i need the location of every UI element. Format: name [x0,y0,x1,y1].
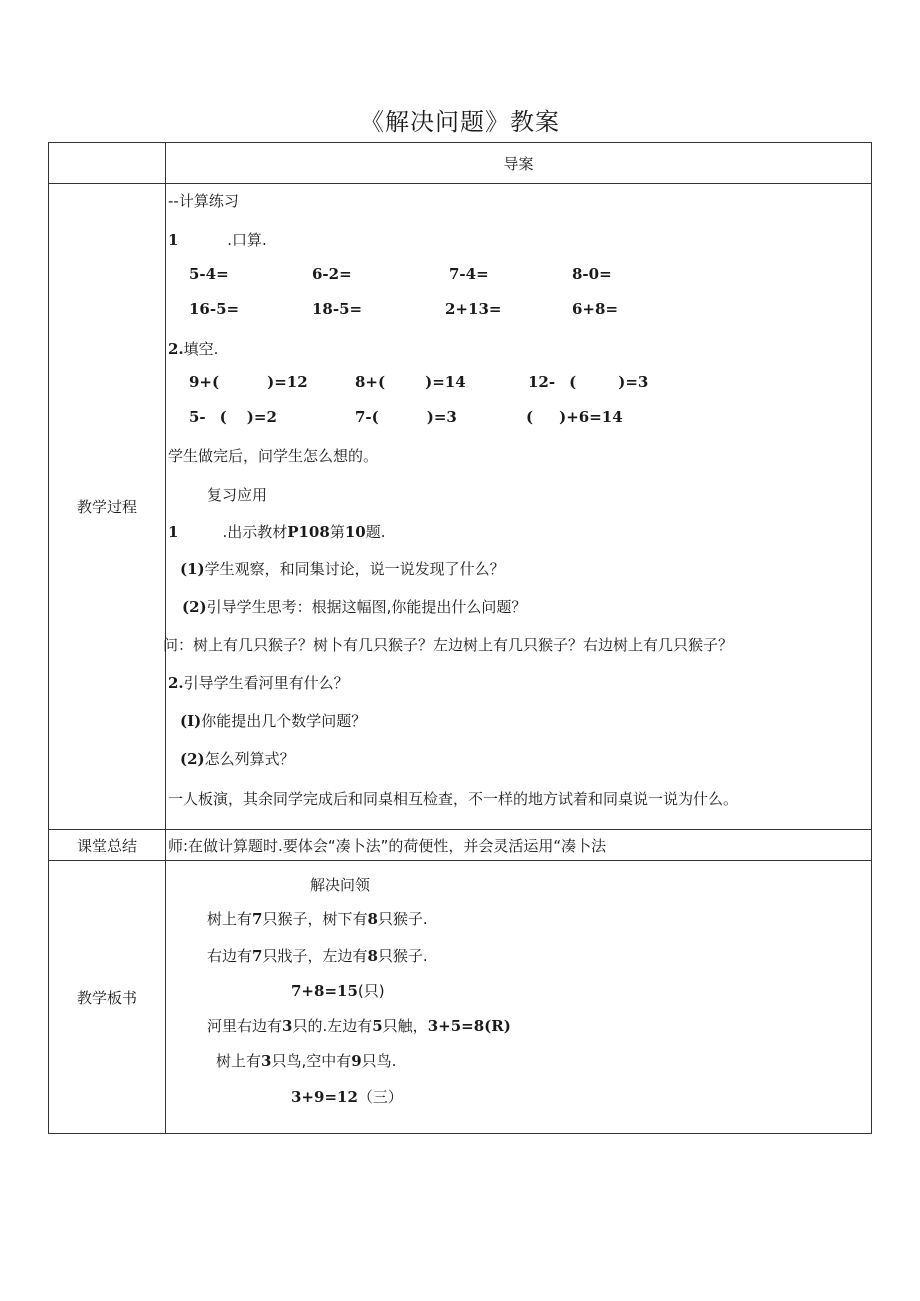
process-content [163,184,872,830]
fill-part: ( [526,408,534,426]
fill-part: )=12 [267,373,308,391]
q1-line [168,229,267,250]
p1-text: 题. [365,523,386,541]
page-title: 《解决问题》教案 [360,108,560,136]
q2-text: 填空. [183,340,219,358]
fill-part: )=3 [618,373,649,391]
board-title: 解决问领 [310,876,371,894]
process-label: 教学过程 [49,184,166,830]
oral-item: 8-0= [572,265,612,283]
board-number: 8 [367,910,378,928]
q2-number: 2. [168,340,184,358]
table-header-row [49,143,872,184]
fill-part: 7-( [355,408,379,426]
board-line-4 [207,1015,511,1036]
header-empty-cell [49,143,166,184]
board-text: （三） [357,1088,403,1106]
sub-text: 怎么列算式？ [204,750,295,768]
board-text: 只鸟,空中有 [271,1052,352,1070]
q2-line [168,338,218,359]
board-text: 只猴子. [377,910,428,928]
oral-item: 2+13= [445,300,502,318]
board-equation: 7+8=15 [291,982,358,1000]
table-header: 导案 [166,143,872,184]
fill-part: 9+( [189,373,220,391]
p2-text: 引导学生看河里有什么？ [183,674,349,692]
q1-number: 1 [168,231,179,249]
board-text: 右边有 [207,947,253,965]
fill-item [189,373,308,391]
sub-text: 引导学生思考：根据这幅图,你能提出什么问题？ [206,598,527,616]
summary-label: 课堂总结 [49,830,166,861]
oral-item: 5-4= [189,265,229,283]
board-number: 8 [367,947,378,965]
board-line-6 [291,1086,403,1107]
fill-part: ( [219,408,227,426]
board-text: (只) [357,982,385,1000]
board-line-3 [291,980,385,1001]
fill-item [355,373,466,391]
fill-item [526,408,623,426]
fill-part: 5- [189,408,206,426]
sub-item-3 [180,710,366,731]
board-text: 只戕子，左边有 [262,947,368,965]
oral-item: 7-4= [449,265,489,283]
fill-part: )=14 [425,373,466,391]
ask-line: 问：树上有几只猴子？树卜有几只猴子？左边树上有几只猴子？右边树上有几只猴子？ [163,636,734,654]
sub-item-2 [182,596,526,617]
board-text: 河里右边有 [207,1017,283,1035]
sub-number: (1) [180,560,205,578]
sub-number: (2) [180,750,205,768]
oral-item: 6+8= [572,300,619,318]
fill-item [528,373,648,391]
fill-part: )+6=14 [559,408,623,426]
board-content [166,861,872,1134]
fill-part: 12- [528,373,556,391]
fill-part: ( [569,373,577,391]
board-text: 只猴子. [377,947,428,965]
section-review: 复习应用 [207,486,268,504]
board-number: 3 [261,1052,272,1070]
sub-item-1 [180,558,505,579]
board-row [49,861,872,1134]
sub-item-4 [180,748,295,769]
fill-item [189,408,277,426]
board-text: 树上有 [216,1052,262,1070]
board-line-1 [207,908,428,929]
oral-item: 6-2= [312,265,352,283]
last-line: 一人板演，其余同学完成后和同桌相互检查，不一样的地方试着和同桌说一说为什么。 [168,790,739,808]
sub-number: (I) [180,712,202,730]
board-number: 5 [372,1017,383,1035]
oral-item: 16-5= [189,300,240,318]
board-text: 只的.左边有 [292,1017,373,1035]
board-text: 只鸟. [361,1052,397,1070]
lesson-plan-table [48,142,872,1134]
sub-text: 你能提出几个数学问题？ [201,712,367,730]
board-text: 只猴子，树下有 [262,910,368,928]
board-text: 树上有 [207,910,253,928]
board-line-2 [207,945,428,966]
board-number: 9 [351,1052,362,1070]
board-text: 只触， [382,1017,428,1035]
q1-text: .口算. [227,231,267,249]
sub-text: 学生观察，和同集讨论，说一说发现了什么？ [204,560,505,578]
oral-item: 18-5= [312,300,363,318]
p2-line [168,672,349,693]
p1-text: 第 [329,523,345,541]
after-text: 学生做完后，问学生怎么想的。 [168,447,379,465]
process-row [49,184,872,830]
p1-number: 1 [168,523,179,541]
section-calc-practice: --计算练习 [168,192,239,210]
p1-line [168,521,385,542]
fill-part: )=2 [246,408,277,426]
board-number: 3 [282,1017,293,1035]
board-number: 7 [252,910,263,928]
fill-part: 8+( [355,373,386,391]
board-label: 教学板书 [49,861,166,1134]
sub-number: (2) [182,598,207,616]
fill-part: )=3 [426,408,457,426]
board-equation: 3+5=8(R) [427,1017,511,1035]
board-line-5 [216,1050,396,1071]
board-equation: 3+9=12 [291,1088,358,1106]
p2-number: 2. [168,674,184,692]
p1-problem: 10 [344,523,366,541]
p1-page: P108 [287,523,330,541]
p1-text: .出示教材 [222,523,288,541]
board-number: 7 [252,947,263,965]
fill-item [355,408,457,426]
summary-row [49,830,872,861]
summary-text: 师:在做计算题时.要体会“凑卜法”的荷便性，并会灵活运用“凑卜法 [166,830,872,861]
